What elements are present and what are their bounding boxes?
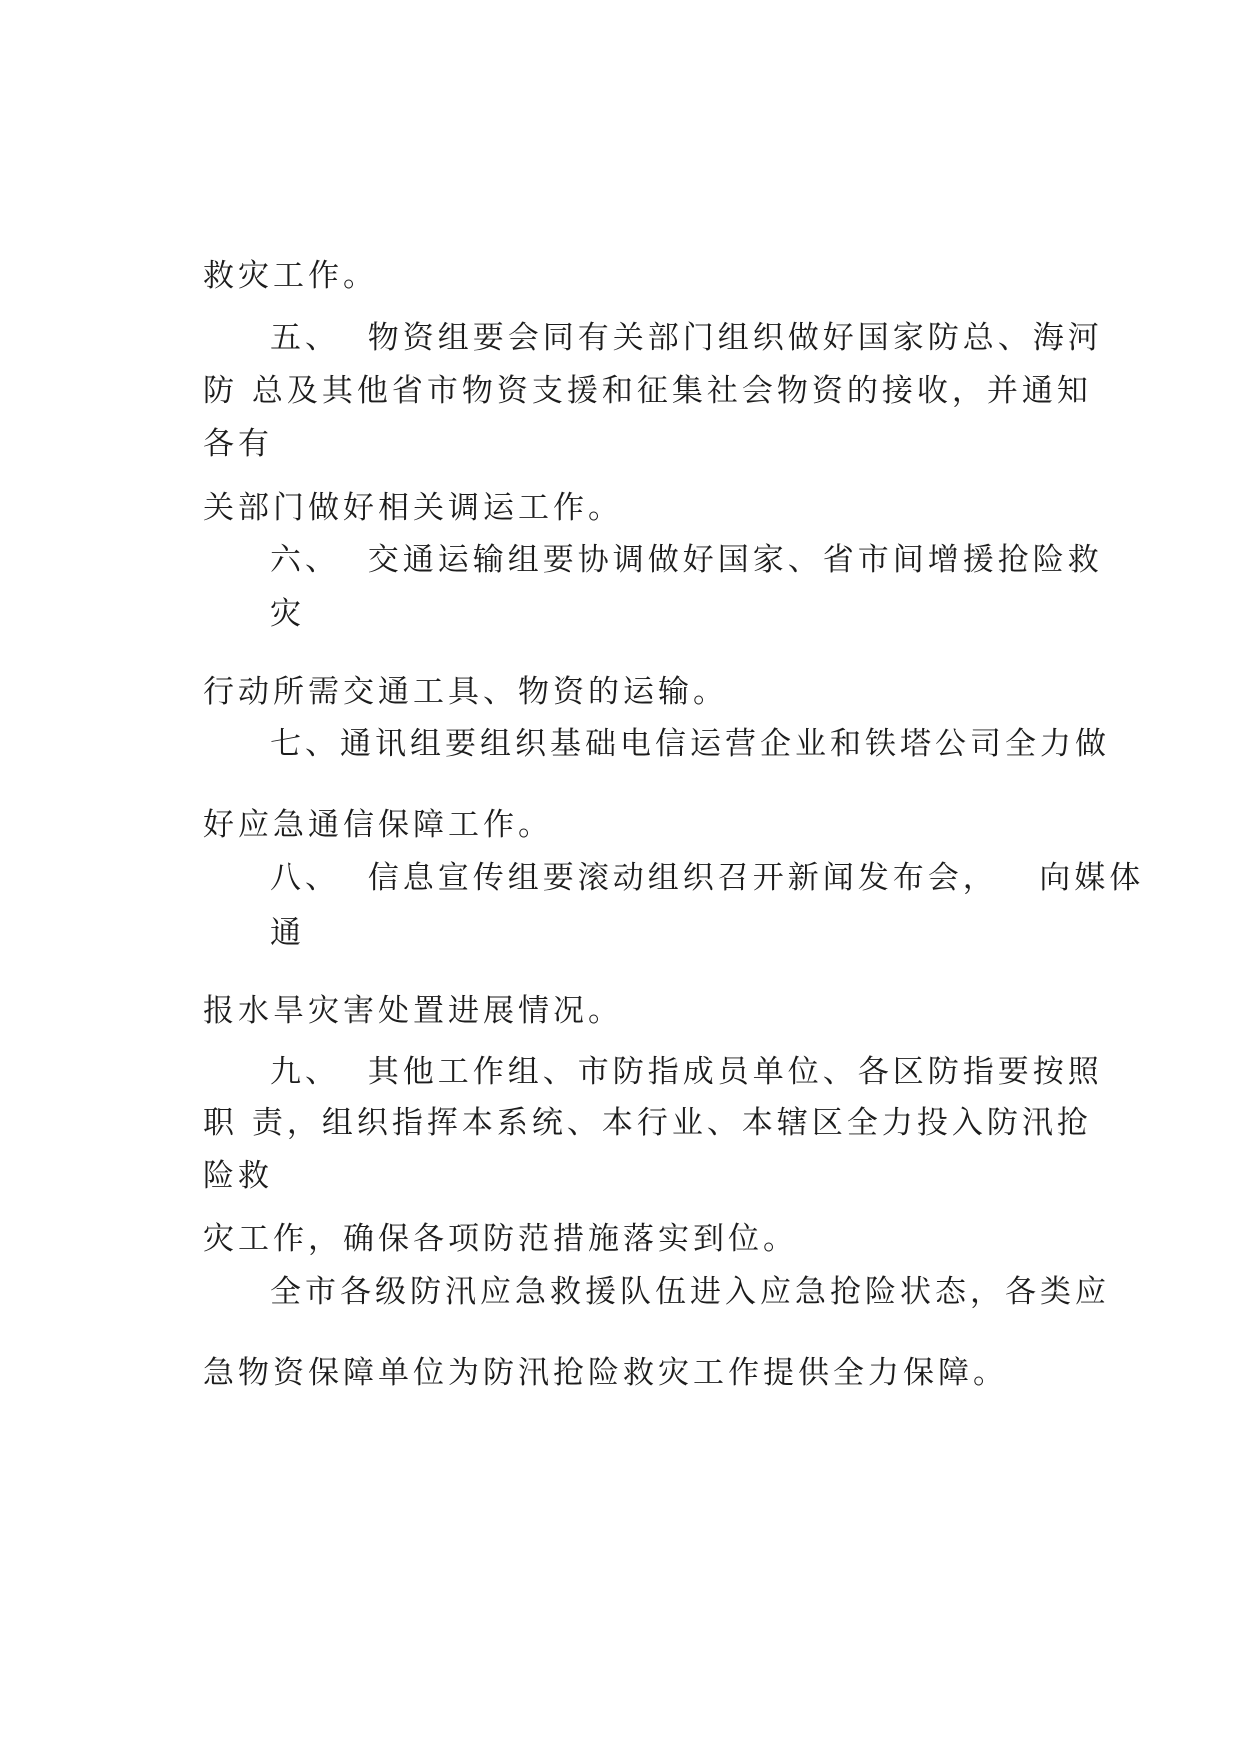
text-line: 六、 交通运输组要协调做好国家、省市间增援抢险救 [270, 542, 1103, 578]
text-line: 防 总及其他省市物资支援和征集社会物资的接收，并通知 [203, 373, 1092, 409]
text-line: 八、 信息宣传组要滚动组织召开新闻发布会， 向媒体 [270, 860, 1145, 896]
text-line: 九、 其他工作组、市防指成员单位、各区防指要按照 [270, 1054, 1103, 1090]
text-line: 通 [270, 915, 305, 951]
text-line: 七、通讯组要组织基础电信运营企业和铁塔公司全力做 [270, 726, 1110, 762]
text-line: 全市各级防汛应急救援队伍进入应急抢险状态，各类应 [270, 1274, 1110, 1310]
text-line: 报水旱灾害处置进展情况。 [203, 993, 623, 1029]
text-line: 职 责，组织指挥本系统、本行业、本辖区全力投入防汛抢 [203, 1105, 1092, 1141]
text-line: 灾 [270, 596, 305, 632]
text-line: 各有 [203, 426, 273, 462]
text-line: 关部门做好相关调运工作。 [203, 490, 623, 526]
text-line: 救灾工作。 [203, 258, 378, 294]
text-line: 行动所需交通工具、物资的运输。 [203, 674, 728, 710]
text-line: 好应急通信保障工作。 [203, 807, 553, 843]
text-line: 五、 物资组要会同有关部门组织做好国家防总、海河 [270, 320, 1103, 356]
text-line: 险救 [203, 1158, 273, 1194]
text-line: 急物资保障单位为防汛抢险救灾工作提供全力保障。 [203, 1355, 1008, 1391]
text-line: 灾工作，确保各项防范措施落实到位。 [203, 1221, 798, 1257]
